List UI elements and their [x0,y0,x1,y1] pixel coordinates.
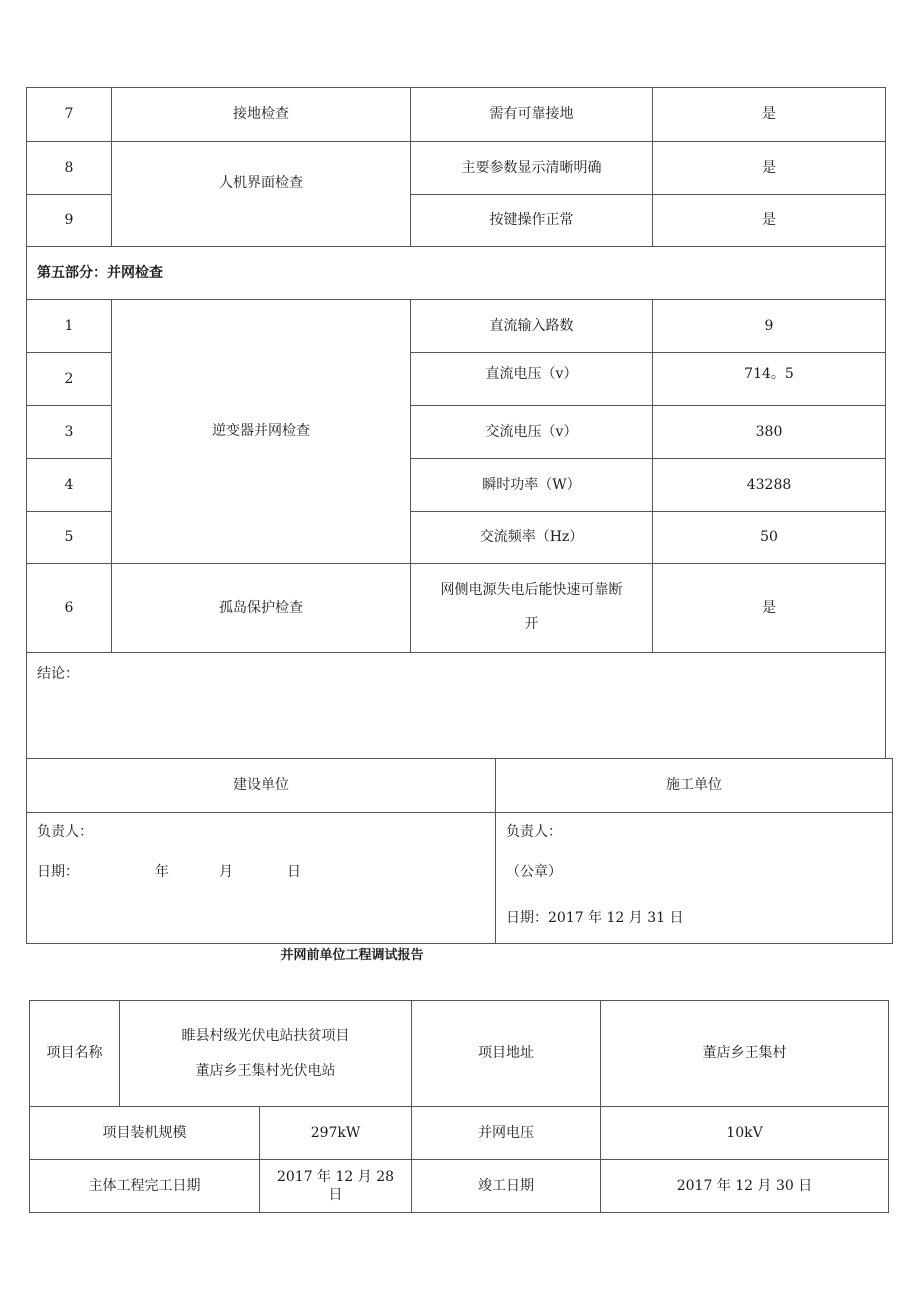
owner-header: 建设单位 [27,759,496,813]
check-requirement: 交流频率（Hz） [411,512,653,564]
check-result: 380 [653,406,886,459]
row-number: 6 [27,564,112,653]
row-number: 7 [27,88,112,142]
table-row [27,759,893,813]
table-row [27,564,886,653]
check-requirement: 瞬时功率（W） [411,459,653,512]
table-row [27,88,886,142]
table-row [27,142,886,195]
grid-voltage-label: 并网电压 [412,1107,601,1160]
project-name-line: 董店乡王集村光伏电站 [195,1062,336,1079]
project-info-table [29,1000,889,1213]
row-number: 8 [27,142,112,195]
acceptance-date-value: 2017 年 12 月 30 日 [601,1160,889,1213]
conclusion-row [27,653,886,759]
check-result: 是 [653,142,886,195]
report-title: 并网前单位工程调试报告 [280,948,424,963]
project-address-label: 项目地址 [412,1001,601,1107]
project-address-value: 董店乡王集村 [601,1001,889,1107]
inspection-table [26,87,886,759]
owner-date-label: 日期： [37,864,79,880]
grid-voltage-value: 10kV [601,1107,889,1160]
row-number: 2 [27,353,112,406]
project-name-value [120,1001,412,1107]
contractor-header: 施工单位 [496,759,893,813]
check-requirement: 主要参数显示清晰明确 [411,142,653,195]
project-name-line: 睢县村级光伏电站扶贫项目 [181,1027,350,1044]
requirement-line: 网侧电源失电后能快速可靠断 [440,582,623,599]
row-number: 3 [27,406,112,459]
table-row [30,1160,889,1213]
check-result: 是 [653,564,886,653]
owner-month: 月 [219,864,233,880]
owner-date-line [37,863,495,881]
check-item-label: 人机界面检查 [219,175,303,191]
completion-date-line: 日 [328,1187,343,1203]
owner-person: 负责人： [37,824,93,840]
table-row [27,300,886,353]
table-row [30,1107,889,1160]
check-requirement: 直流电压（v） [411,353,653,406]
check-result: 43288 [653,459,886,512]
project-name-label: 项目名称 [30,1001,120,1107]
completion-date-label: 主体工程完工日期 [30,1160,260,1213]
row-number: 1 [27,300,112,353]
check-requirement [411,564,653,653]
check-item: 孤岛保护检查 [112,564,411,653]
check-requirement: 按键操作正常 [411,195,653,247]
acceptance-date-label: 竣工日期 [412,1160,601,1213]
table-row [30,1001,889,1107]
row-number: 9 [27,195,112,247]
row-number: 5 [27,512,112,564]
conclusion-label: 结论： [37,666,79,682]
section-row [27,247,886,300]
contractor-seal: （公章） [506,864,562,880]
check-item [112,142,411,247]
owner-signoff-cell [27,813,496,944]
owner-day: 日 [287,864,301,880]
signoff-table [26,758,893,944]
conclusion-cell [27,653,886,759]
check-result: 是 [653,195,886,247]
check-item: 接地检查 [112,88,411,142]
contractor-signoff-cell [496,813,893,944]
table-row [27,813,893,944]
completion-date-line: 2017 年 12 月 28 [276,1168,395,1185]
check-requirement: 交流电压（v） [411,406,653,459]
capacity-value: 297kW [260,1107,412,1160]
owner-year: 年 [155,864,169,880]
contractor-date: 日期：2017 年 12 月 31 日 [506,910,684,926]
contractor-person: 负责人： [506,824,562,840]
completion-date-value [260,1160,412,1213]
check-result: 50 [653,512,886,564]
row-number: 4 [27,459,112,512]
section-title: 第五部分：并网检查 [27,247,886,300]
check-item: 逆变器并网检查 [112,300,411,564]
requirement-line: 开 [524,616,539,632]
check-result: 714。5 [653,353,886,406]
capacity-label: 项目装机规模 [30,1107,260,1160]
check-requirement: 直流输入路数 [411,300,653,353]
check-result: 9 [653,300,886,353]
check-result: 是 [653,88,886,142]
check-requirement: 需有可靠接地 [411,88,653,142]
